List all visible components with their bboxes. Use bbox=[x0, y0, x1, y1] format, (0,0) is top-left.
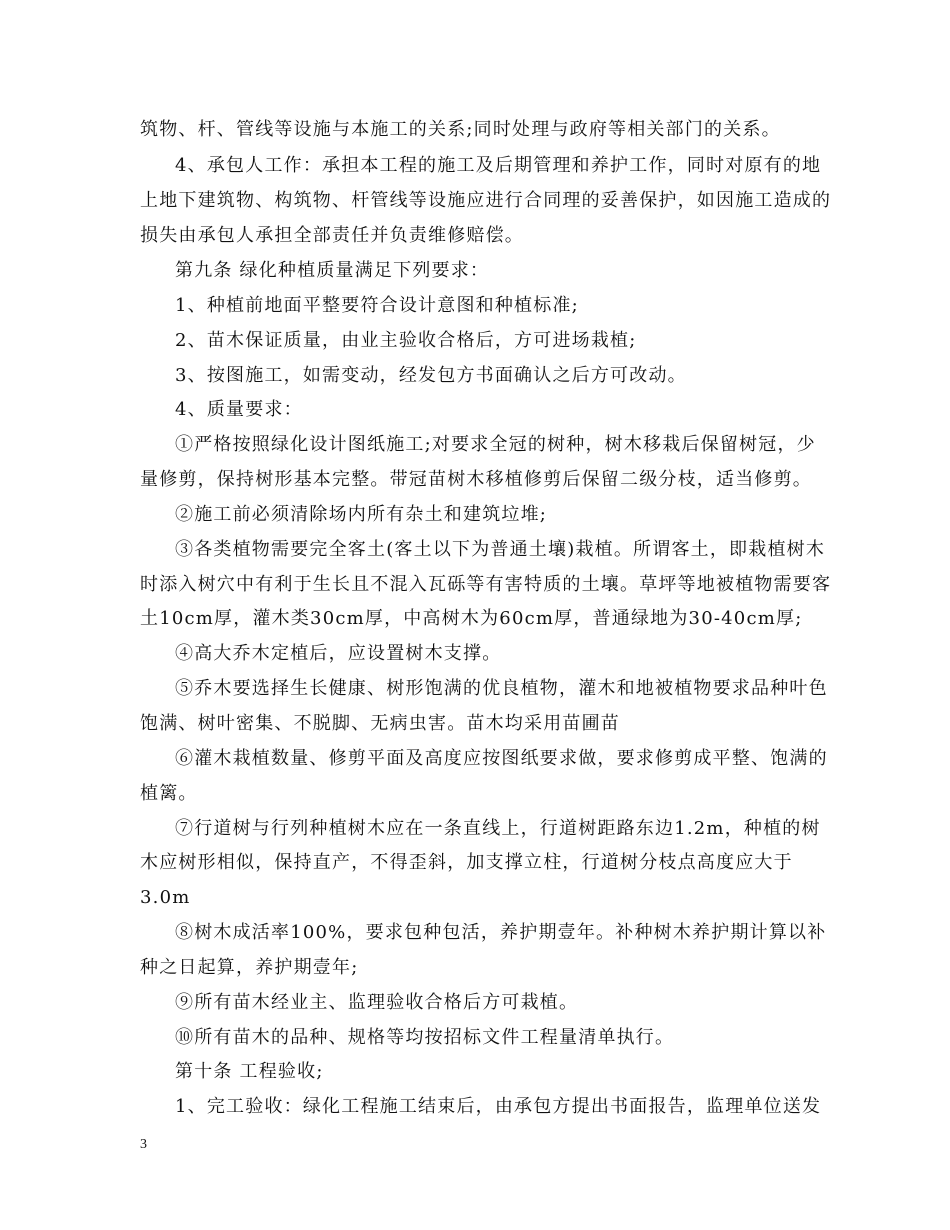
page-number: 3 bbox=[140, 1137, 147, 1152]
text-line: 3.0m bbox=[140, 887, 191, 908]
section-heading: 第九条 绿化种植质量满足下列要求： bbox=[175, 260, 490, 281]
text-line: ⑤乔木要选择生长健康、树形饱满的优良植物，灌木和地被植物要求品种叶色 bbox=[175, 678, 828, 699]
text-line: 损失由承包人承担全部责任并负责维修赔偿。 bbox=[140, 225, 524, 246]
text-line: 4、质量要求： bbox=[175, 399, 303, 420]
text-line: 筑物、杆、管线等设施与本施工的关系;同时处理与政府等相关部门的关系。 bbox=[140, 119, 781, 140]
text-line: 时添入树穴中有利于生长且不混入瓦砾等有害特质的土壤。草坪等地被植物需要客 bbox=[140, 574, 832, 595]
text-line: ⑨所有苗木经业主、监理验收合格后方可栽植。 bbox=[175, 992, 579, 1013]
text-line: 2、苗木保证质量，由业主验收合格后，方可进场栽植; bbox=[175, 330, 637, 351]
text-line: ②施工前必须清除场内所有杂土和建筑垃堆; bbox=[175, 504, 548, 525]
text-line: 4、承包人工作：承担本工程的施工及后期管理和养护工作，同时对原有的地 bbox=[175, 155, 822, 176]
text-line: ①严格按照绿化设计图纸施工;对要求全冠的树种，树木移栽后保留树冠，少 bbox=[175, 434, 816, 455]
text-line: ⑦行道树与行列种植树木应在一条直线上，行道树距路东边1.2m，种植的树 bbox=[175, 818, 821, 839]
text-line: 种之日起算，养护期壹年; bbox=[140, 957, 359, 978]
text-line: 土10cm厚，灌木类30cm厚，中高树木为60cm厚，普通绿地为30-40cm厚; bbox=[140, 608, 803, 629]
text-line: 1、种植前地面平整要符合设计意图和种植标准; bbox=[175, 295, 579, 316]
text-line: ⑧树木成活率100%，要求包种包活，养护期壹年。补种树木养护期计算以补 bbox=[175, 922, 827, 943]
text-line: 植篱。 bbox=[140, 783, 198, 804]
text-line: 饱满、树叶密集、不脱脚、无病虫害。苗木均采用苗圃苗 bbox=[140, 713, 620, 734]
text-line: ④高大乔木定植后，应设置树木支撑。 bbox=[175, 643, 502, 664]
text-line: 3、按图施工，如需变动，经发包方书面确认之后方可改动。 bbox=[175, 365, 687, 386]
section-heading: 第十条 工程验收; bbox=[175, 1061, 324, 1082]
text-line: ⑩所有苗木的品种、规格等均按招标文件工程量清单执行。 bbox=[175, 1027, 675, 1048]
text-line: 1、完工验收：绿化工程施工结束后，由承包方提出书面报告，监理单位送发 bbox=[175, 1096, 822, 1117]
text-line: 上地下建筑物、构筑物、杆管线等设施应进行合同理的妥善保护，如因施工造成的 bbox=[140, 190, 832, 211]
text-line: 量修剪，保持树形基本完整。带冠苗树木移植修剪后保留二级分枝，适当修剪。 bbox=[140, 469, 812, 490]
text-line: 木应树形相似，保持直产，不得歪斜，加支撑立柱，行道树分枝点高度应大于 bbox=[140, 852, 793, 873]
text-line: ⑥灌木栽植数量、修剪平面及高度应按图纸要求做，要求修剪成平整、饱满的 bbox=[175, 748, 828, 769]
text-line: ③各类植物需要完全客土(客土以下为普通土壤)栽植。所谓客土，即栽植树木 bbox=[175, 539, 826, 560]
